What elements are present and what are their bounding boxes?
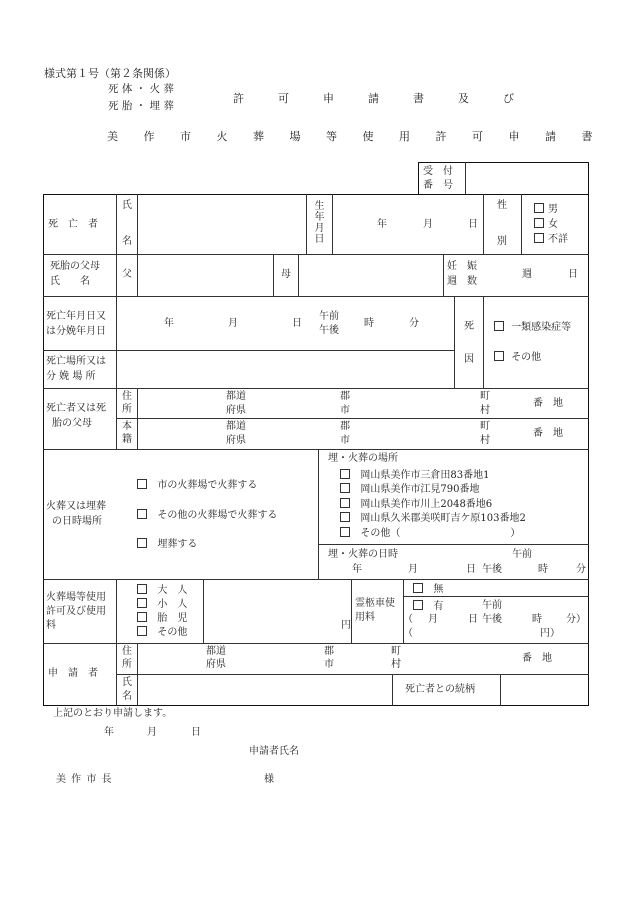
death-cause-label-bottom: 因 — [464, 354, 474, 365]
birth-month-label: 月 — [423, 219, 433, 230]
applicant-shi: 市 — [324, 659, 334, 670]
hearse-minute: 分） — [566, 614, 586, 625]
cremation-year: 年 — [352, 564, 362, 575]
death-place-field[interactable] — [120, 356, 450, 384]
cause-option-infectious[interactable]: 一類感染症等 — [494, 321, 571, 334]
checkbox-icon — [340, 527, 350, 537]
death-place-label-bottom: 分 娩 場 所 — [46, 371, 96, 382]
pregnancy-weeks-label-top: 妊 娠 — [447, 261, 477, 272]
death-date-label-bottom: は分娩年月日 — [46, 326, 106, 337]
hearse-paren-open-2: （ — [403, 628, 413, 639]
checkbox-icon — [137, 538, 147, 548]
residence-pref-bottom: 府県 — [226, 405, 246, 416]
domicile-shi: 市 — [340, 435, 350, 446]
receipt-label-top: 受 付 — [423, 166, 453, 177]
title-line2: 美作市火葬場等使用許可申請書 — [107, 130, 618, 143]
sex-label-bottom: 別 — [497, 236, 507, 247]
death-year-label: 年 — [164, 318, 174, 329]
residence-shi: 市 — [340, 405, 350, 416]
checkbox-icon — [137, 612, 147, 622]
birth-date-label: 生年月日 — [312, 200, 323, 244]
statement-text: 上記のとおり申請します。 — [53, 708, 173, 719]
checkbox-icon — [340, 483, 350, 493]
domicile-pref-top: 都道 — [226, 421, 246, 432]
checkbox-icon — [137, 584, 147, 594]
fees-row-label-2: 許可及び使用 — [46, 606, 106, 617]
checkbox-icon — [534, 233, 544, 243]
checkbox-icon — [413, 600, 423, 610]
domicile-label-bottom: 籍 — [122, 434, 132, 445]
death-pm-label: 午後 — [319, 325, 339, 336]
checkbox-icon — [494, 321, 504, 331]
cremation-option-other[interactable]: その他の火葬場で火葬する — [137, 509, 277, 522]
cremation-am: 午前 — [512, 549, 532, 560]
hearse-day: 日 — [468, 614, 478, 625]
domicile-mura: 村 — [480, 435, 490, 446]
cremation-hour: 時 — [538, 564, 548, 575]
cremation-datetime-label: 埋・火葬の日時 — [328, 549, 398, 560]
death-cause-label-top: 死 — [464, 321, 474, 332]
hearse-yen: 円） — [540, 628, 560, 639]
footer-day: 日 — [191, 727, 201, 738]
fees-row-label-3: 料 — [46, 620, 56, 631]
applicant-pref-top: 都道 — [206, 646, 226, 657]
applicant-pref-bottom: 府県 — [206, 659, 226, 670]
stillbirth-parents-label-bottom: 氏 名 — [50, 276, 90, 287]
birth-day-label: 日 — [468, 219, 478, 230]
receipt-label-bottom: 番 号 — [423, 180, 453, 191]
cremation-month: 月 — [408, 564, 418, 575]
fee-amount-field[interactable] — [208, 585, 338, 635]
applicant-row-label: 申 請 者 — [48, 668, 98, 679]
father-name-field[interactable] — [142, 262, 267, 290]
hearse-label-bottom: 用料 — [355, 612, 375, 623]
checkbox-icon — [137, 598, 147, 608]
form-number: 様式第１号（第２条関係） — [44, 67, 176, 80]
fee-category-adult[interactable]: 大 人 — [137, 584, 187, 597]
death-am-label: 午前 — [319, 311, 339, 322]
checkbox-icon — [534, 218, 544, 228]
place-option-1[interactable]: 岡山県美作市三倉田83番地1 — [340, 469, 489, 482]
title-line1-bottom: 死 胎 ・ 埋 葬 — [108, 100, 174, 112]
fee-yen: 円 — [341, 620, 351, 631]
death-month-label: 月 — [228, 318, 238, 329]
honorific: 様 — [264, 774, 274, 785]
footer-year: 年 — [104, 727, 114, 738]
checkbox-icon — [494, 351, 504, 361]
residence-gun: 郡 — [340, 391, 350, 402]
sex-option-female[interactable]: 女 — [534, 218, 558, 231]
applicant-name-signature-label: 申請者氏名 — [249, 746, 299, 757]
death-place-label-top: 死亡場所又は — [46, 356, 106, 367]
applicant-name-bottom: 名 — [122, 691, 132, 702]
applicant-machi: 町 — [391, 646, 401, 657]
checkbox-icon — [340, 512, 350, 522]
mother-label: 母 — [281, 269, 291, 280]
pregnancy-weeks-label-bottom: 週 数 — [447, 276, 477, 287]
sex-option-unknown[interactable]: 不詳 — [534, 233, 568, 246]
title-line1-main: 許可申請書及び — [233, 92, 548, 105]
death-date-label-top: 死亡年月日又 — [46, 311, 106, 322]
residence-label-bottom: 所 — [122, 404, 132, 415]
cremation-row-label-bottom: の日時場所 — [52, 516, 102, 527]
cremation-day: 日 — [466, 564, 476, 575]
residence-mura: 村 — [480, 405, 490, 416]
death-minute-label: 分 — [409, 318, 419, 329]
birth-year-label: 年 — [377, 219, 387, 230]
domicile-machi: 町 — [480, 421, 490, 432]
checkbox-icon — [413, 583, 423, 593]
hearse-option-yes[interactable]: 有 — [413, 600, 443, 613]
checkbox-icon — [534, 203, 544, 213]
place-option-2[interactable]: 岡山県美作市江見790番地 — [340, 483, 479, 496]
hearse-hour: 時 — [532, 614, 542, 625]
applicant-name-field[interactable] — [142, 678, 387, 702]
residence-banchi: 番 地 — [533, 398, 563, 409]
footer-month: 月 — [147, 727, 157, 738]
deceased-name-label-bottom: 名 — [122, 236, 132, 247]
residence-pref-top: 都道 — [226, 391, 246, 402]
relation-field[interactable] — [505, 678, 583, 702]
checkbox-icon — [137, 509, 147, 519]
hearse-month: 月 — [428, 614, 438, 625]
deceased-name-label-top: 氏 — [122, 200, 132, 211]
applicant-gun: 郡 — [324, 646, 334, 657]
hearse-pm: 午後 — [482, 614, 502, 625]
checkbox-icon — [340, 498, 350, 508]
applicant-residence-top: 住 — [122, 646, 132, 657]
fees-row-label-1: 火葬場等使用 — [46, 592, 106, 603]
residence-label-top: 住 — [122, 391, 132, 402]
checkbox-icon — [137, 626, 147, 636]
mother-name-field[interactable] — [303, 262, 438, 290]
cremation-pm: 午後 — [482, 564, 502, 575]
place-option-3[interactable]: 岡山県美作市川上2048番地6 — [340, 498, 492, 511]
cremation-row-label-top: 火葬又は埋葬 — [46, 501, 106, 512]
domicile-pref-bottom: 府県 — [226, 435, 246, 446]
title-line1-top: 死 体 ・ 火 葬 — [108, 83, 174, 95]
sex-option-male[interactable]: 男 — [534, 203, 558, 216]
father-label: 父 — [122, 269, 132, 280]
applicant-residence-bottom: 所 — [122, 659, 132, 670]
addressee: 美 作 市 長 — [56, 774, 113, 785]
applicant-name-top: 氏 — [122, 677, 132, 688]
domicile-banchi: 番 地 — [533, 428, 563, 439]
deceased-name-field[interactable] — [142, 210, 302, 240]
place-option-other[interactable]: その他（ ） — [340, 527, 520, 540]
sex-label-top: 性 — [497, 200, 507, 211]
checkbox-icon — [340, 469, 350, 479]
cremation-option-city[interactable]: 市の火葬場で火葬する — [137, 479, 257, 492]
residence-machi: 町 — [480, 391, 490, 402]
place-option-4[interactable]: 岡山県久米郡美咲町吉ケ原103番地2 — [340, 512, 526, 525]
domicile-label-top: 本 — [122, 421, 132, 432]
address-row-label-bottom: 胎の父母 — [52, 418, 92, 429]
days-label: 日 — [568, 269, 578, 280]
hearse-am: 午前 — [482, 600, 502, 611]
applicant-mura: 村 — [391, 659, 401, 670]
cause-option-other[interactable]: その他 — [494, 351, 541, 364]
hearse-label-top: 霊柩車使 — [355, 598, 395, 609]
fee-category-fetus[interactable]: 胎 児 — [137, 612, 187, 625]
applicant-banchi: 番 地 — [522, 653, 552, 664]
cremation-place-label: 埋・火葬の場所 — [328, 453, 398, 464]
address-row-label-top: 死亡者又は死 — [46, 403, 106, 414]
relation-label: 死亡者との続柄 — [405, 684, 475, 695]
checkbox-icon — [137, 479, 147, 489]
death-hour-label: 時 — [364, 318, 374, 329]
weeks-label: 週 — [522, 269, 532, 280]
hearse-paren-open: （ — [403, 614, 413, 625]
cremation-minute: 分 — [576, 564, 586, 575]
cremation-option-burial[interactable]: 埋葬する — [137, 538, 197, 551]
hearse-option-none[interactable]: 無 — [413, 583, 443, 596]
fee-category-other[interactable]: その他 — [137, 626, 187, 639]
stillbirth-parents-label-top: 死胎の父母 — [50, 261, 100, 272]
deceased-row-label: 死 亡 者 — [48, 219, 98, 230]
domicile-gun: 郡 — [340, 421, 350, 432]
death-day-label: 日 — [292, 318, 302, 329]
fee-category-child[interactable]: 小 人 — [137, 598, 187, 611]
